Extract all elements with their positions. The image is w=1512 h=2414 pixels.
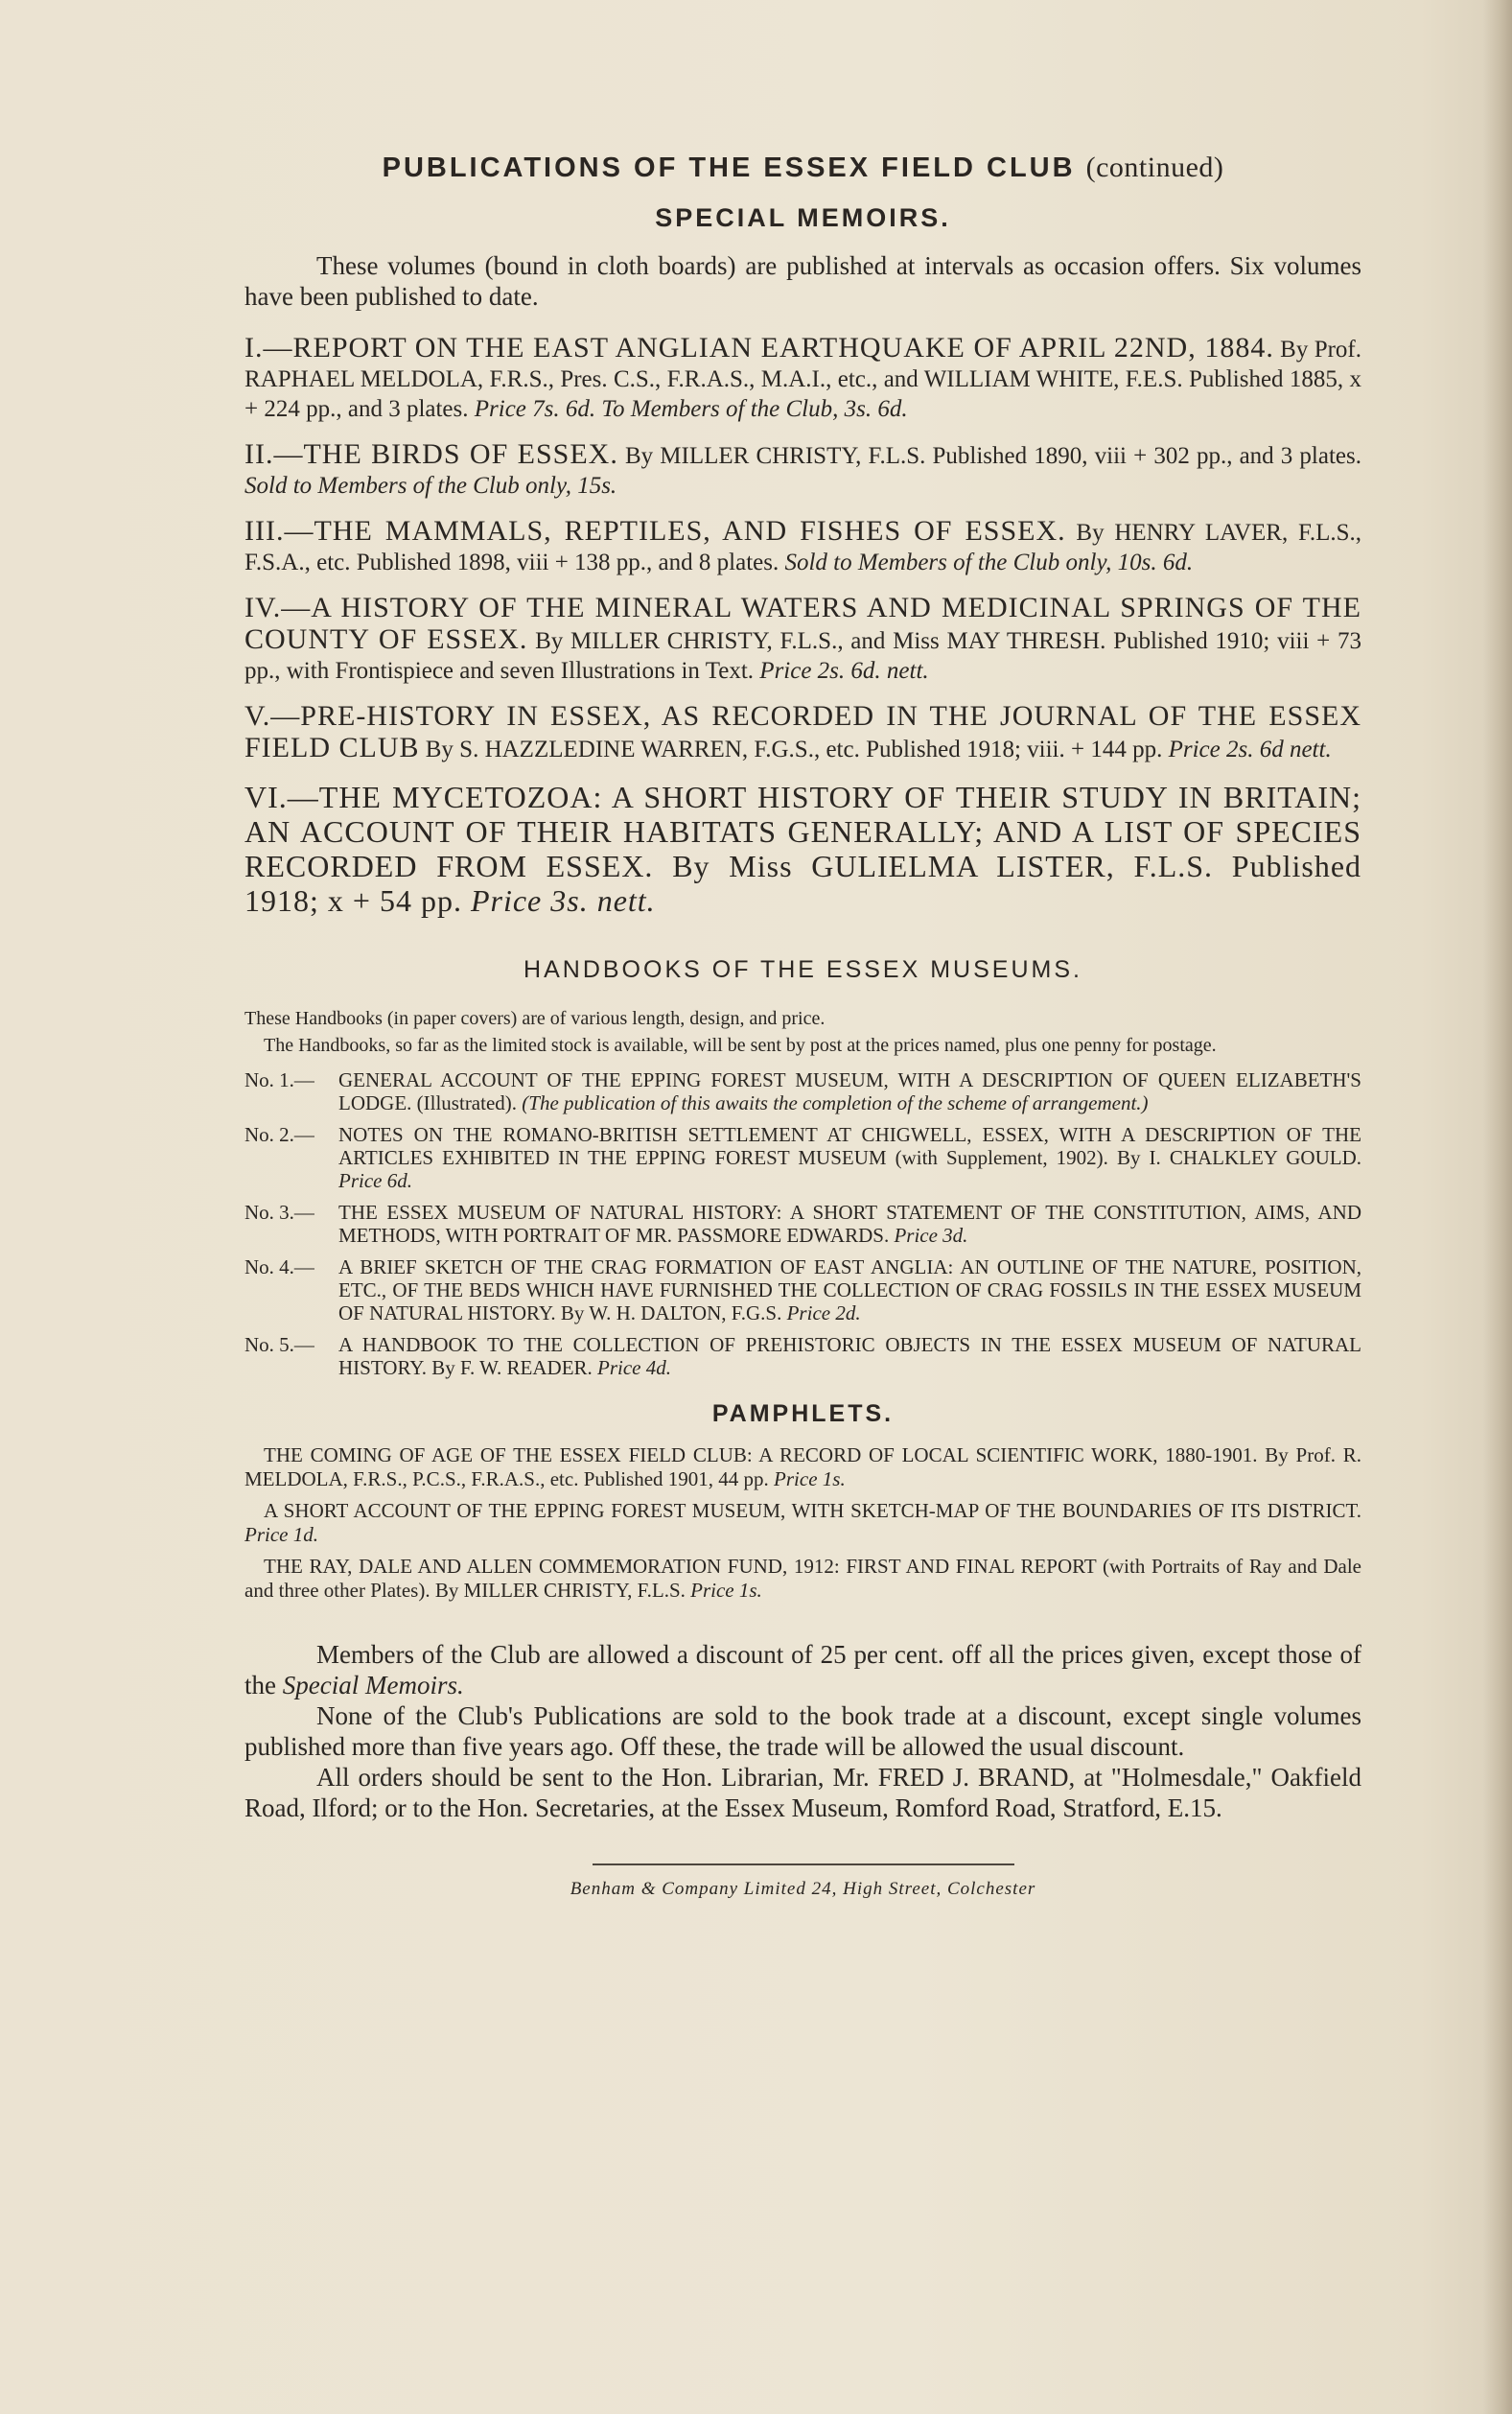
pamphlet-item (244, 1555, 1361, 1603)
handbook-text (338, 1255, 1361, 1324)
handbook-title: A HANDBOOK TO THE COLLECTION OF PREHISTORIC OBJECTS IN THE ESSEX MUSEUM OF NATURAL HISTORY. By F. W. READER. (338, 1333, 1361, 1379)
handbook-price: Price 2d. (786, 1301, 861, 1324)
handbook-text (338, 1123, 1361, 1192)
memoir-price: Sold to Members of the Club only, 15s. (244, 473, 617, 499)
continued-label: (continued) (1085, 152, 1224, 183)
memoir-item (244, 780, 1361, 918)
pamphlet-item (244, 1499, 1361, 1547)
document-body (244, 152, 1361, 1900)
special-memoirs-ref: Special Memoirs. (282, 1671, 464, 1699)
memoir-price: Price 3s. nett. (470, 883, 656, 918)
handbook-note: (The publication of this awaits the completion of the scheme of arrangement.) (522, 1091, 1149, 1114)
handbook-number: No. 5.— (244, 1333, 314, 1356)
memoir-price: Price 7s. 6d. To Members of the Club, 3s. 6d. (474, 396, 908, 422)
handbook-title: A BRIEF SKETCH OF THE CRAG FORMATION OF EAST ANGLIA: AN OUTLINE OF THE NATURE, POSITION, ETC., OF THE BEDS WHICH HAVE FURNISHED THE COLLECTION OF CRAG FOSSILS IN THE ESSEX MUSEUM OF NATURAL HISTORY. By W. H. DALTON, F.G.S. (338, 1255, 1361, 1324)
memoir-price: Price 2s. 6d nett. (1168, 737, 1332, 762)
handbook-text (338, 1333, 1361, 1379)
handbook-title: NOTES ON THE ROMANO-BRITISH SETTLEMENT AT CHIGWELL, ESSEX, WITH A DESCRIPTION OF THE ARTICLES EXHIBITED IN THE EPPING FOREST MUSEUM (with Supplement, 1902). By I. CHALKLEY GOULD. (338, 1123, 1361, 1169)
memoir-body: By Miss GULIELMA LISTER, F.L.S. Published 1918; x + 54 pp. (244, 849, 1362, 918)
memoir-title: VI.—THE MYCETOZOA: A SHORT HISTORY OF THEIR STUDY IN BRITAIN; AN ACCOUNT OF THEIR HABITATS GENERALLY; AND A LIST OF SPECIES RECORDED FROM ESSEX. (244, 780, 1361, 883)
pamphlet-text: A SHORT ACCOUNT OF THE EPPING FOREST MUSEUM, WITH SKETCH-MAP OF THE BOUNDARIES OF ITS DISTRICT. (264, 1499, 1361, 1522)
memoirs-intro: These volumes (bound in cloth boards) are published at intervals as occasion offers. Six volumes have been published to date. (244, 251, 1361, 311)
handbook-number: No. 1.— (244, 1068, 314, 1091)
handbook-price: Price 3d. (894, 1224, 968, 1247)
handbook-item (244, 1333, 1361, 1379)
handbook-price: Price 6d. (338, 1169, 412, 1192)
handbook-title: THE ESSEX MUSEUM OF NATURAL HISTORY: A SHORT STATEMENT OF THE CONSTITUTION, AIMS, AND METHODS, WITH PORTRAIT OF MR. PASSMORE EDWARDS. (338, 1201, 1361, 1247)
handbook-text (338, 1201, 1361, 1247)
memoir-title: IV.—A HISTORY OF THE MINERAL WATERS AND MEDICINAL SPRINGS OF THE COUNTY OF ESSEX. (244, 592, 1361, 655)
memoir-title: II.—THE BIRDS OF ESSEX. (244, 438, 618, 470)
pamphlet-text: THE COMING OF AGE OF THE ESSEX FIELD CLUB: A RECORD OF LOCAL SCIENTIFIC WORK, 1880-1901. By Prof. R. MELDOLA, F.R.S., P.C.S., F.R.A.S., etc. Published 1901, 44 pp. (244, 1443, 1361, 1490)
memoir-item (244, 516, 1361, 577)
memoir-title: I.—REPORT ON THE EAST ANGLIAN EARTHQUAKE OF APRIL 22ND, 1884. (244, 332, 1274, 363)
page-edge-shadow (1483, 0, 1512, 2414)
closing-notes (244, 1639, 1361, 1823)
pamphlet-text: THE RAY, DALE AND ALLEN COMMEMORATION FUND, 1912: FIRST AND FINAL REPORT (with Portraits of Ray and Dale and three other Plates). By MILLER CHRISTY, F.L.S. (244, 1555, 1361, 1602)
handbook-price: Price 4d. (597, 1356, 672, 1379)
pamphlets-heading: PAMPHLETS. (711, 1400, 895, 1427)
printer-imprint: Benham & Company Limited 24, High Street, Colchester (570, 1879, 1036, 1899)
page-title (244, 152, 1361, 184)
memoir-body: By HENRY LAVER, F.L.S., F.S.A., etc. Published 1898, viii + 138 pp., and 8 plates. (244, 520, 1362, 575)
memoir-item (244, 333, 1361, 424)
footer-divider (593, 1863, 1014, 1865)
pamphlet-price: Price 1s. (774, 1467, 846, 1490)
discount-text: Members of the Club are allowed a discount of 25 per cent. off all the prices given, except those of the (244, 1640, 1361, 1699)
memoir-item (244, 701, 1361, 764)
discount-note (244, 1639, 1361, 1700)
handbook-item (244, 1201, 1361, 1247)
handbook-title: GENERAL ACCOUNT OF THE EPPING FOREST MUSEUM, WITH A DESCRIPTION OF QUEEN ELIZABETH'S LODGE. (Illustrated). (338, 1068, 1361, 1114)
pamphlet-item (244, 1443, 1361, 1491)
memoir-body: By S. HAZZLEDINE WARREN, F.G.S., etc. Published 1918; viii. + 144 pp. (425, 737, 1163, 762)
handbooks-postage-note: The Handbooks, so far as the limited stock is available, will be sent by post at the prices named, plus one penny for postage. (264, 1035, 1217, 1056)
handbook-text (338, 1068, 1361, 1114)
memoir-title: III.—THE MAMMALS, REPTILES, AND FISHES OF ESSEX. (244, 515, 1066, 547)
pamphlet-price: Price 1s. (690, 1579, 762, 1602)
memoir-item (244, 593, 1361, 686)
memoir-body: By Prof. RAPHAEL MELDOLA, F.R.S., Pres. C.S., F.R.A.S., M.A.I., etc., and WILLIAM WHITE, F.E.S. Published 1885, x + 224 pp., and 3 plates. (244, 337, 1361, 422)
orders-note: All orders should be sent to the Hon. Librarian, Mr. FRED J. BRAND, at "Holmesdale," Oakfield Road, Ilford; or to the Hon. Secretaries, at the Essex Museum, Romford Road, Stratford, E.15. (244, 1763, 1361, 1822)
memoir-body: By MILLER CHRISTY, F.L.S. Published 1890, viii + 302 pp., and 3 plates. (624, 443, 1361, 469)
memoir-title: V.—PRE-HISTORY IN ESSEX, AS RECORDED IN THE JOURNAL OF THE ESSEX FIELD CLUB (244, 700, 1361, 763)
handbook-item (244, 1068, 1361, 1114)
memoir-price: Price 2s. 6d. nett. (759, 658, 929, 684)
handbook-item (244, 1255, 1361, 1324)
handbook-number: No. 2.— (244, 1123, 314, 1146)
memoir-item (244, 439, 1361, 501)
handbook-item (244, 1123, 1361, 1192)
handbook-number: No. 4.— (244, 1255, 314, 1278)
handbooks-heading: HANDBOOKS OF THE ESSEX MUSEUMS. (523, 956, 1082, 983)
page-title-text: PUBLICATIONS OF THE ESSEX FIELD CLUB (382, 152, 1076, 183)
memoir-body: By MILLER CHRISTY, F.L.S., and Miss MAY THRESH. Published 1910; viii + 73 pp., with Frontispiece and seven Illustrations in Text. (244, 628, 1361, 684)
trade-note: None of the Club's Publications are sold to the book trade at a discount, except single volumes published more than five years ago. Off these, the trade will be allowed the usual discount. (244, 1701, 1361, 1761)
memoirs-heading: SPECIAL MEMOIRS. (655, 203, 951, 232)
pamphlet-price: Price 1d. (244, 1523, 318, 1546)
handbook-number: No. 3.— (244, 1201, 314, 1224)
handbooks-intro: These Handbooks (in paper covers) are of various length, design, and price. (244, 1008, 826, 1029)
memoir-price: Sold to Members of the Club only, 10s. 6d. (784, 550, 1194, 575)
